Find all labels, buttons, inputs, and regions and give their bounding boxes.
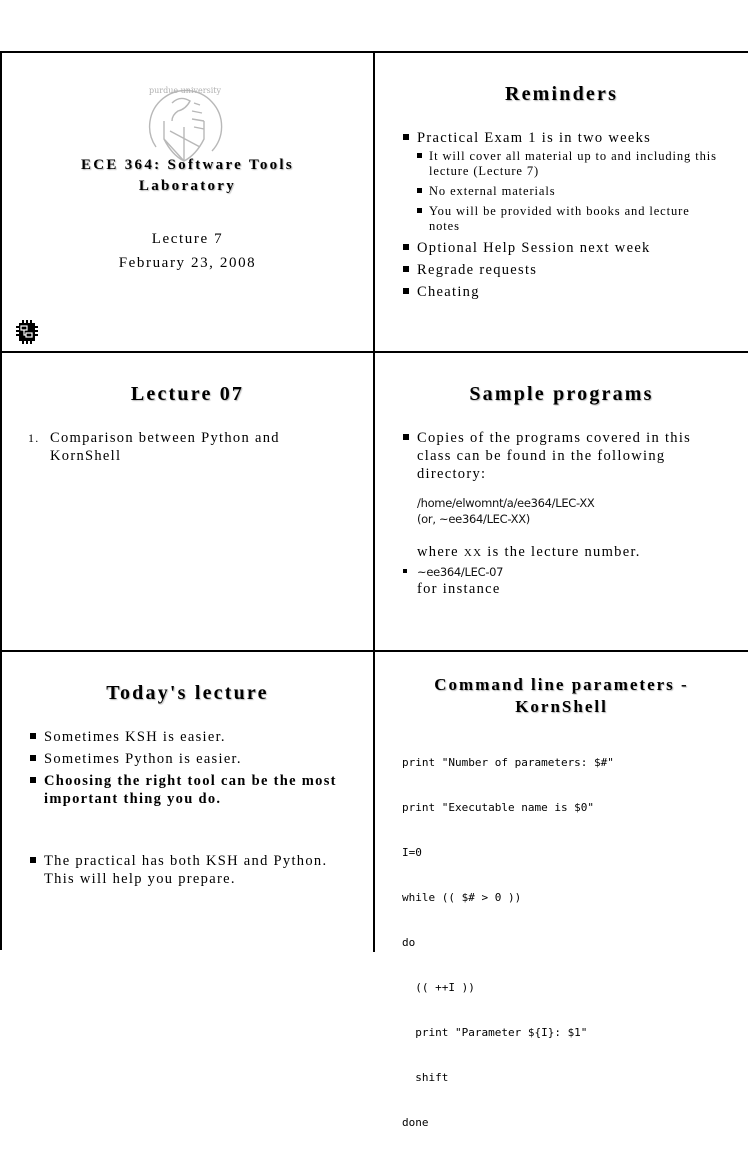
code-line: shift [402,1071,449,1084]
square-bullet-icon [403,266,409,272]
code-line: print "Parameter ${I}: $1" [402,1026,588,1039]
slide-subtitle [2,227,373,275]
bullet-item [403,429,719,562]
slide-4-sample-programs [375,353,748,652]
title-line-1: Command line parameters - [434,675,689,694]
sub-bullet-item [417,149,723,179]
directory-path-alias: (or, ~ee364/LEC-XX) [417,512,530,526]
code-line: print "Executable name is $0" [402,801,595,814]
item-number: 1. [28,431,40,445]
sub-bullet-text: No external materials [429,184,556,198]
circuit-chip-icon [14,319,40,345]
bullet-item-emphasis [30,772,350,808]
bullet-item [403,129,723,234]
bullet-item [403,283,723,301]
bullet-text: Regrade requests [417,262,538,278]
slide-1-title [2,53,375,353]
bullet-list [403,429,719,602]
sub-bullet-text: You will be provided with books and lecture notes [429,204,690,233]
bullet-text: The practical has both KSH and Python. This will help you prepare. [44,853,328,887]
slide-5-todays-lecture [2,652,375,952]
sub-bullet-item [417,204,723,234]
square-bullet-icon [403,244,409,250]
numbered-item [28,429,318,465]
bullet-item [30,728,350,746]
where-suffix: is the lecture number. [482,544,641,560]
bullet-text: Optional Help Session next week [417,240,651,256]
code-line: done [402,1116,429,1129]
bullet-item [30,750,350,768]
code-line: print "Number of parameters: $#" [402,756,614,769]
square-bullet-icon [30,857,36,863]
slide-title [2,155,373,197]
square-bullet-icon [403,288,409,294]
title-line-1: ECE 364: Software Tools [80,157,295,173]
code-line: (( ++I )) [402,981,475,994]
bullet-item [30,852,350,888]
slide-6-command-line-parameters [375,652,748,1129]
bullet-item [403,239,723,257]
directory-path: /home/elwomnt/a/ee364/LEC-XX [417,496,595,510]
sub-bullet-item [417,184,723,199]
slide-title: Reminders [504,83,619,105]
numbered-list [28,429,318,465]
sub-bullet-text: It will cover all material up to and including this lecture (Lecture 7) [429,149,717,178]
code-line: I=0 [402,846,422,859]
square-bullet-icon [30,777,36,783]
square-bullet-icon [30,755,36,761]
bullet-list [30,728,350,892]
handout-page [0,51,748,1129]
placeholder-xx: XX [463,547,483,559]
example-path: ~ee364/LEC-07 [417,565,504,579]
where-prefix: where [417,544,464,560]
square-bullet-icon [403,569,407,573]
bullet-text: Practical Exam 1 is in two weeks [417,130,652,146]
bullet-text: Copies of the programs covered in this class can be found in the following directory: [417,430,692,482]
slide-title: Lecture 07 [130,383,245,405]
square-bullet-icon [30,733,36,739]
code-block [402,725,614,1160]
slide-title [375,674,748,718]
title-line-2: KornShell [515,697,608,716]
slide-title: Today's lecture [106,682,269,704]
bullet-text: Choosing the right tool can be the most important thing you do. [44,773,337,807]
square-bullet-icon [403,434,409,440]
bullet-text: Cheating [417,284,480,300]
bullet-text: for instance [417,581,501,597]
svg-text:purdue university: purdue university [149,86,221,95]
where-text [417,543,719,562]
sub-bullet-list [417,149,723,234]
slide-2-reminders [375,53,748,353]
item-text: Comparison between Python and KornShell [50,430,280,464]
square-bullet-icon [417,153,422,158]
bullet-text: Sometimes Python is easier. [44,751,242,767]
code-line: while (( $# > 0 )) [402,891,522,904]
square-bullet-icon [403,134,409,140]
bullet-item [403,564,719,598]
square-bullet-icon [417,208,422,213]
slide-3-lecture-07 [2,353,375,652]
bullet-text: Sometimes KSH is easier. [44,729,226,745]
bullet-list [403,129,723,305]
title-line-2: Laboratory [138,178,237,194]
square-bullet-icon [417,188,422,193]
lecture-date: February 23, 2008 [118,255,257,271]
lecture-number: Lecture 7 [151,231,224,247]
bullet-item [403,261,723,279]
code-line: do [402,936,416,949]
slide-title: Sample programs [469,383,654,405]
